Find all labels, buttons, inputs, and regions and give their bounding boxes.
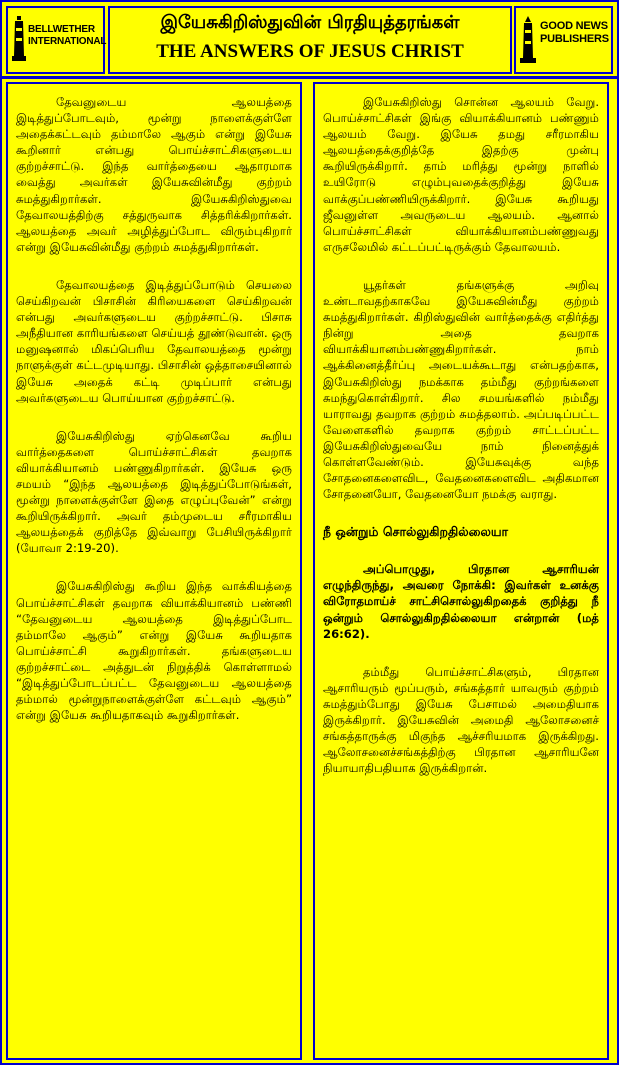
paragraph: தேவனுடைய ஆலயத்தை இடித்துப்போடவும், மூன்று நாளைக்குள்ளே அதைக்கட்டவும் தம்மாலே ஆகும் என்று இயேசு கூறினார் என்பது பொய்ச்சாட்சிகளுடைய குற்றச்சாட்டு. இந்த வார்த்தையை ஆதாரமாக வைத்து அவர்கள் இயேசுவின்மீது குற்றம் சுமத்துகிறார்கள். இயேசுகிறிஸ்துவை தேவாலயத்திற்கு சத்துருவாக சித்தரிக்கிறார்கள். ஆலயத்தை அவர் அழித்துப்போட விரும்புகிறார் என்று இயேசுவின்மீது குற்றம் சுமத்துகிறார்கள். (16, 95, 292, 254)
header (2, 2, 617, 79)
paragraph: யூதர்கள் தங்களுக்கு அறிவு உண்டாவதற்காகவே இயேசுவின்மீது குற்றம் சுமத்துகிறார்கள். கிறிஸ்துவின் வார்த்தைக்கு எதிர்த்து நின்று அதை தவறாக வியாக்கியானம்பண்ணுகிறார்கள். நாம் ஆக்கினைத்தீர்ப்பு அடையக்கூடாது என்பதற்காக, இயேசுகிறிஸ்து நமக்காக தம்மீது குற்றங்களை சுமந்துகொள்கிறார். சில சமயங்களில் நம்மீது யாராவது தவறாக குற்றம் சுமத்தலாம். அப்படிப்பட்ட வேளைகளில் தவறாக குற்றம் சாட்டப்பட்ட இயேசுகிறிஸ்துவையே நாம் நினைத்துக் கொள்ளவேண்டும். இயேசுவுக்கு வந்த சோதனைகளைவிட, வேதனைகளைவிட அதிகமான சோதனையோ, வேதனையோ நமக்கு வராது. (323, 277, 599, 502)
paragraph: இயேசுகிறிஸ்து கூறிய இந்த வாக்கியத்தை பொய்ச்சாட்சிகள் தவறாக வியாக்கியானம் பண்ணி “தேவனுடைய ஆலயத்தை இடித்துப்போட தம்மாலே ஆகும்” என்று இயேசு கூறியதாக பொய்ச்சாட்சி கூறுகிறார்கள். தங்களுடைய குற்றச்சாட்டை அத்துடன் நிறுத்திக் கொள்ளாமல் “இடித்துப்போடப்பட்ட தேவனுடைய ஆலயத்தை தம்மால் மூன்றுநாளைக்குள்ளே கட்டவும் ஆகும்” என்று இயேசு கூறியதாகவும் கூறுகிறார்கள். (16, 579, 292, 723)
paragraph: தேவாலயத்தை இடித்துப்போடும் செயலை செய்கிறவன் பிசாசின் கிரியைகளை செய்கிறவன் என்பது அவர்களுடைய குற்றச்சாட்டு. பிசாசு அநீதியான காரியங்களை செய்யத் தூண்டுவான். ஒரு மனுஷனால் மிகப்பெரிய தேவாலயத்தை மூன்று நாளுக்குள் கட்டமுடியாது. பிசாசின் ஒத்தாசையினால் இயேசு அதைக் கட்டி முடிப்பார் என்பது அவர்களுடைய பொய்யான குற்றச்சாட்டு. (16, 277, 292, 405)
bellwether-logo (6, 6, 105, 74)
left-column (6, 82, 302, 1060)
left-logo-text: BELLWETHER INTERNATIONAL (28, 24, 107, 47)
title-tamil: இயேசுகிறிஸ்துவின் பிரதியுத்தரங்கள் (160, 12, 460, 33)
title-english: THE ANSWERS OF JESUS CHRIST (156, 41, 464, 62)
paragraph: இயேசுகிறிஸ்து சொன்ன ஆலயம் வேறு. பொய்ச்சாட்சிகள் இங்கு வியாக்கியானம் பண்ணும் ஆலயம் வேறு. இயேசு தமது சரீரமாகிய ஆலயத்தைக்குறித்தே இதற்கு முன்பு கூறியிருக்கிறார். தாம் மரித்து மூன்று நாளில் உயிரோடு எழும்புவதைக்குறித்து இயேசு வாக்குப்பண்ணியிருக்கிறார். இயேசு கூறியது ஜீவனுள்ள அவருடைய ஆலயம். ஆனால் பொய்ச்சாட்சிகள் வியாக்கியானம்பண்ணுவது எருசலேமில் கட்டப்பட்டிருக்கும் தேவாலயம். (323, 95, 599, 254)
scripture-quote: அப்பொழுது, பிரதான ஆசாரியன் எழுந்திருந்து, அவரை நோக்கி: இவர்கள் உனக்கு விரோதமாய்ச் சாட்சிசொல்லுகிறதைக் குறித்து நீ ஒன்றும் சொல்லுகிறதில்லையா என்றான் (மத் 26:62). (323, 562, 599, 641)
title-box (108, 6, 512, 74)
right-column (313, 82, 609, 1060)
paragraph: தம்மீது பொய்ச்சாட்சிகளும், பிரதான ஆசாரியரும் மூப்பரும், சங்கத்தார் யாவரும் குற்றம் சுமத்தும்போது இயேசு பேசாமல் அமைதியாக இருக்கிறார். இயேசுவின் அமைதி ஆலோசனைச் சங்கத்தாருக்கு மிகுந்த ஆச்சரியமாக இருக்கிறது. ஆலோசனைச்சங்கத்திற்கு பிரதான ஆசாரியனே நியாயாதிபதியாக இருக்கிறான். (323, 664, 599, 776)
right-logo-text: GOOD NEWS PUBLISHERS (540, 20, 609, 45)
good-news-logo (514, 6, 613, 74)
lighthouse-icon (12, 16, 26, 62)
paragraph: இயேசுகிறிஸ்து ஏற்கெனவே கூறிய வார்த்தைகளை பொய்ச்சாட்சிகள் தவறாக வியாக்கியானம் பண்ணுகிறார்கள். இயேசு ஒரு சமயம் “இந்த ஆலயத்தை இடித்துப்போடுங்கள், மூன்று நாளைக்குள்ளே இதை எழுப்புவேன்” என்று கூறியிருக்கிறார். அவர் தம்முடைய சரீரமாகிய ஆலயத்தைக் குறித்தே இவ்வாறு பேசியிருக்கிறார் (யோவா 2:19-20). (16, 428, 292, 556)
lighthouse-icon (520, 16, 536, 64)
subheading: நீ ஒன்றும் சொல்லுகிறதில்லையா (323, 524, 509, 540)
